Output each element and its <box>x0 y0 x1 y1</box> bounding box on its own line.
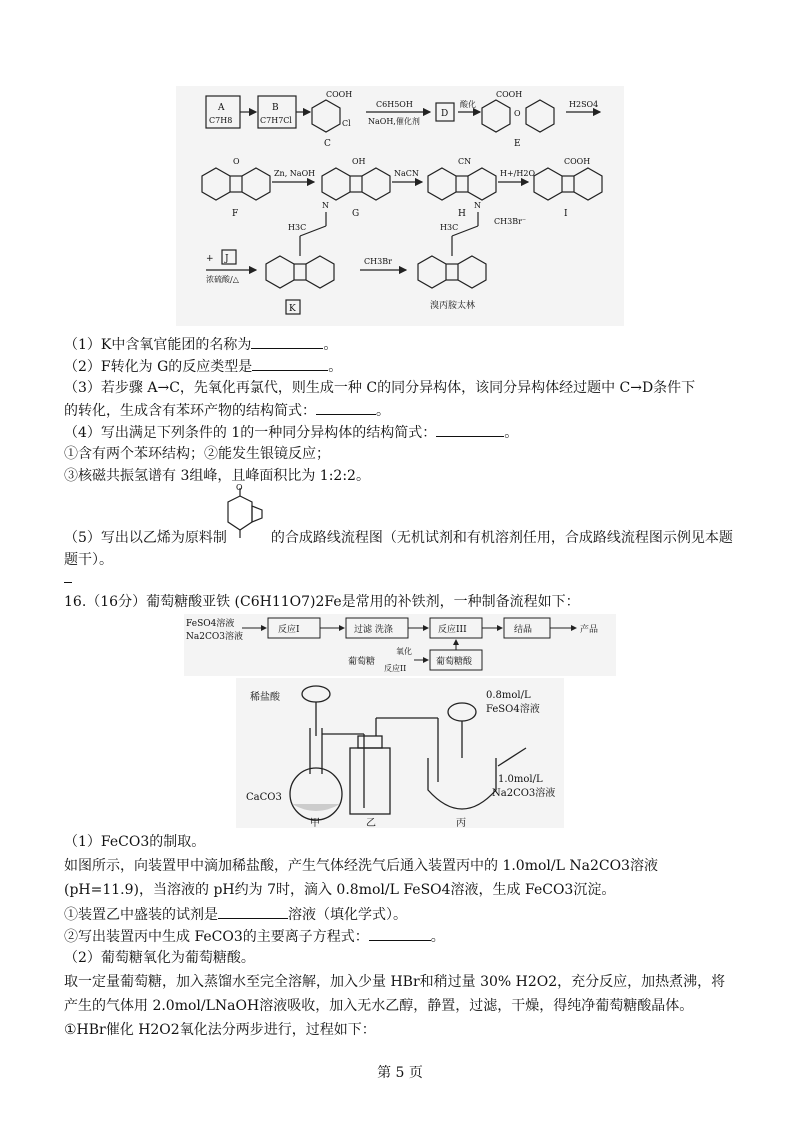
label-f: F <box>232 209 239 219</box>
label-bing: 丙 <box>456 818 466 828</box>
question-4-tail: 。 <box>504 425 519 441</box>
reagent-jk: 浓硫酸/△ <box>206 275 239 284</box>
benzene-c <box>312 100 340 132</box>
flow-step-3: 反应III <box>438 625 467 635</box>
reagent-hi: H+/H2O <box>500 169 535 178</box>
reagent-acidify: 酸化 <box>460 100 476 109</box>
reagent-fg: Zn, NaOH <box>274 169 316 178</box>
q16-part-2: （2）葡萄糖氧化为葡萄糖酸。 <box>64 950 255 966</box>
question-1-text: （1）K中含氧官能团的名称为 <box>64 337 252 353</box>
reagent-gh: NaCN <box>394 169 419 178</box>
answer-blank-6[interactable] <box>369 926 431 941</box>
label-na2co3: Na2CO3溶液 <box>492 788 556 799</box>
cl-c: Cl <box>342 119 351 128</box>
answer-blank-5[interactable] <box>218 904 288 919</box>
question-4-text: （4）写出满足下列条件的 1的一种同分异构体的结构简式： <box>64 425 437 441</box>
flow-gluconic: 葡萄糖酸 <box>436 657 473 667</box>
xanthone-f <box>202 168 270 200</box>
flow-oxidize: 氧化 <box>396 647 412 656</box>
question-5-cont: 题干）。 <box>64 552 113 568</box>
q16-line-7: 取一定量葡萄糖，加入蒸馏水至完全溶解，加入少量 HBr和稍过量 30% H2O2，充分反应，加热煮沸，将 <box>64 974 726 990</box>
label-jia: 甲 <box>310 818 320 828</box>
process-flow-svg <box>184 614 616 676</box>
label-b: B <box>272 103 279 113</box>
q16-sub-1-tail: 溶液（填化学式）。 <box>288 907 407 923</box>
process-flow-figure <box>184 614 616 676</box>
xanthene-h <box>428 168 496 200</box>
product-br: CH3Br⁻ <box>494 217 527 226</box>
cooh-i: COOH <box>564 157 591 166</box>
label-b-formula: C7H7Cl <box>260 116 292 125</box>
flow-feed-2: Na2CO3溶液 <box>186 632 243 642</box>
separator-mark <box>64 582 72 583</box>
label-feso4: FeSO4溶液 <box>486 704 540 715</box>
plus-sign: + <box>206 254 214 264</box>
label-a-formula: C7H8 <box>209 116 233 125</box>
flow-glucose: 葡萄糖 <box>348 657 376 667</box>
flow-step-1: 反应I <box>278 625 300 635</box>
flow-step-4: 结晶 <box>514 625 533 635</box>
reagent-ch3br: CH3Br <box>364 257 392 266</box>
reagent-cd-top: C6H5OH <box>376 100 413 109</box>
label-k: K <box>289 304 296 314</box>
question-2-tail: 。 <box>328 359 343 375</box>
amine-n: N <box>322 201 329 210</box>
label-dilute-hcl: 稀盐酸 <box>250 692 280 703</box>
product-n: N <box>474 201 481 210</box>
apparatus-svg <box>236 678 564 828</box>
label-c: C <box>324 139 331 149</box>
answer-blank-2[interactable] <box>252 356 328 371</box>
q16-line-8: 产生的气体用 2.0mol/LNaOH溶液吸收，加入无水乙醇，静置，过滤，干燥，得纯净葡萄糖酸晶体。 <box>64 998 694 1014</box>
question-3-tail: 。 <box>376 403 390 419</box>
q16-line-2: 如图所示，向装置甲中滴加稀盐酸，产生气体经洗气后通入装置丙中的 1.0mol/L Na2CO3溶液 <box>64 858 658 874</box>
xanthene-i <box>534 168 602 200</box>
cooh-e: COOH <box>496 90 523 99</box>
label-caco3: CaCO3 <box>246 792 282 803</box>
page-footer: 第 5 页 <box>377 1065 423 1081</box>
q16-line-9: ①HBr催化 H2O2氧化法分两步进行，过程如下： <box>64 1022 376 1038</box>
q16-sub-2 <box>64 926 445 947</box>
q16-sub-2-tail: 。 <box>430 929 445 945</box>
cn-h: CN <box>458 157 472 166</box>
label-a: A <box>218 103 225 113</box>
label-d: D <box>441 109 449 119</box>
product-h3c: H3C <box>440 223 459 232</box>
label-h: H <box>458 209 466 219</box>
benzene-e1 <box>482 100 510 132</box>
question-5 <box>64 528 733 548</box>
amine-h3c: H3C <box>288 223 307 232</box>
q16-sub-1-text: ①装置乙中盛装的试剂是 <box>64 907 218 923</box>
flow-step-2: 过滤 洗涤 <box>354 625 393 635</box>
label-e: E <box>514 139 521 149</box>
answer-blank-3[interactable] <box>316 400 376 415</box>
apparatus-figure <box>236 678 564 828</box>
cooh-c: COOH <box>326 90 353 99</box>
flow-step-ii: 反应II <box>384 664 407 673</box>
flow-feed-1: FeSO4溶液 <box>186 619 235 629</box>
product-name: 溴丙胺太林 <box>430 301 476 311</box>
question-1 <box>64 334 337 355</box>
o-f: O <box>233 157 240 166</box>
benzene-e2 <box>526 100 554 132</box>
question-4 <box>64 422 518 443</box>
question-3-cont-text: 的转化，生成含有苯环产物的结构简式： <box>64 403 316 419</box>
synthesis-scheme-figure <box>176 86 624 326</box>
question-2-text: （2）F转化为 G的反应类型是 <box>64 359 253 375</box>
label-feso4-conc: 0.8mol/L <box>486 690 531 701</box>
question-2 <box>64 356 342 377</box>
label-yi: 乙 <box>366 818 376 828</box>
question-16-header: 16.（16分）葡萄糖酸亚铁 (C6H11O7)2Fe是常用的补铁剂，一种制备流程如下： <box>64 594 580 610</box>
question-3-cont <box>64 400 390 421</box>
label-na2co3-conc: 1.0mol/L <box>498 774 543 785</box>
q16-line-3: (pH=11.9)，当溶液的 pH约为 7时，滴入 0.8mol/L FeSO4溶液，生成 FeCO3沉淀。 <box>64 882 616 898</box>
question-5-tail: 的合成路线流程图（无机试剂和有机溶剂任用，合成路线流程图示例见本题 <box>270 530 733 546</box>
label-i: I <box>564 209 568 219</box>
reagent-cd-bottom: NaOH,催化剂 <box>368 117 420 126</box>
condition-1-2: ①含有两个苯环结构；②能发生银镜反应； <box>64 446 330 462</box>
reagent-h2so4: H2SO4 <box>569 100 599 109</box>
answer-blank-4[interactable] <box>436 422 504 437</box>
xanthene-g <box>322 168 390 200</box>
q16-sub-2-text: ②写出装置丙中生成 FeCO3的主要离子方程式： <box>64 929 369 945</box>
synthesis-scheme-svg <box>176 86 624 326</box>
question-5-text: （5）写出以乙烯为原料制 <box>64 530 227 546</box>
answer-blank-1[interactable] <box>251 334 323 349</box>
condition-3: ③核磁共振氢谱有 3组峰，且峰面积比为 1:2:2。 <box>64 468 370 484</box>
molecule-o-top: O <box>236 484 243 492</box>
label-g: G <box>352 209 360 219</box>
oh-g: OH <box>352 157 366 166</box>
question-3: （3）若步骤 A→C，先氧化再氯代，则生成一种 C的同分异构体，该同分异构体经过题中 C→D条件下 <box>64 380 696 396</box>
q16-part-1: （1）FeCO3的制取。 <box>64 834 206 850</box>
flow-product: 产品 <box>580 625 599 635</box>
label-j: J <box>225 254 229 264</box>
q16-sub-1 <box>64 904 407 925</box>
question-1-tail: 。 <box>323 337 338 353</box>
o-e: O <box>514 109 521 118</box>
